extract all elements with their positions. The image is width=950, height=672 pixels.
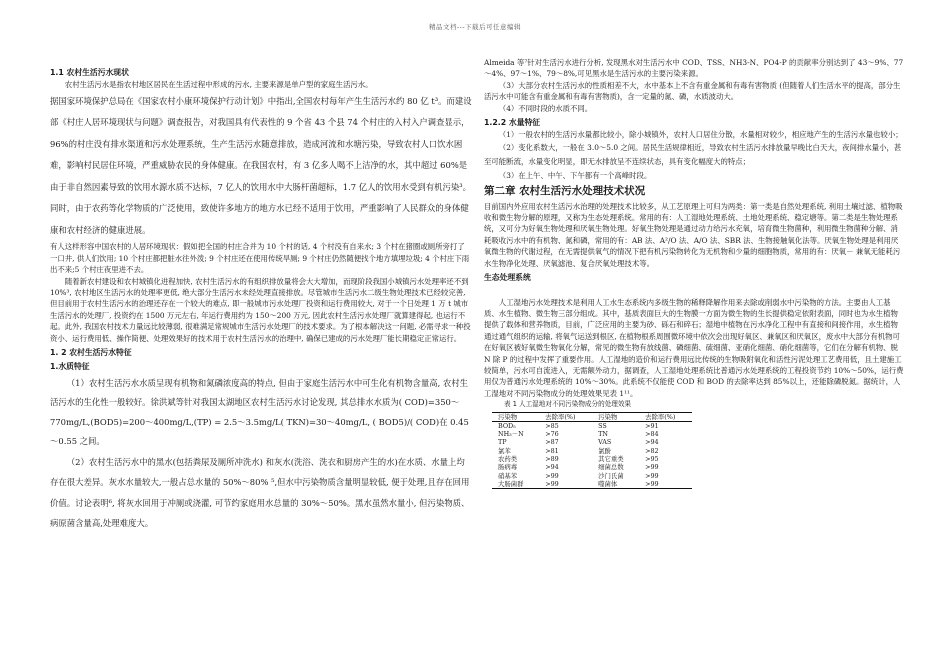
para-1-1-c: 有人这样形容中国农村的人居环境现状：假如把全国的村庄合并为 10 个村的话, 4 个村没有自来水; 3 个村在猪圈或厕所旁打了一口井, 供人们饮用; 10 个村庄都把脏水往外泼; 9 个村庄还在使用传统旱厕; 9 个村庄仍然随便找个地方填埋垃圾; 4 个村庄下雨出不来;5 个村庄夜里进不去。 <box>50 242 470 275</box>
table-cell: >81 <box>545 446 559 455</box>
table-cell: >85 <box>545 421 559 430</box>
table-row <box>492 463 692 471</box>
table-cell: >76 <box>545 430 559 439</box>
page-header: 精品文档---下载后可任意编辑 <box>428 23 522 31</box>
table-row <box>492 447 692 455</box>
para-quality-3: （3）大部分农村生活污水的性质相差不大，水中基本上不含有重金属和有毒有害物质 (但随着人们生活水平的提高，部分生活污水中可能含有重金属和有毒有害物质)，含一定量的氮、磷，水质波动大。 <box>484 80 901 102</box>
para-water-quality-1: （1）农村生活污水水质呈现有机物和氮磷浓度高的特点, 但由于家庭生活污水中可生化有机物含量高, 农村生活污水的生化性一般较好。徐洪斌等针对我国太湖地区农村生活污水讨论发现, 其总排水水质为( COD)=350～770mg/L,(BOD5)=200～400mg/L,(TP) = 2.5～3.5mg/L( TKN)=30～40mg/L, ( BOD5)/( COD)在 0.45～0.55 之间。 <box>50 377 469 447</box>
table-cell: 肠病毒 <box>498 463 518 472</box>
table-cell: >87 <box>545 438 559 447</box>
table-cell: 硝基苯 <box>498 471 518 480</box>
table-cell: SS <box>598 421 607 430</box>
section-1-2-title: 1. 2 农村生活污水特征 <box>50 347 132 357</box>
table-header-cell: 污染物 <box>498 412 518 421</box>
eco-system-title: 生态处理系统 <box>484 273 531 283</box>
table-cell: VAS <box>598 438 612 447</box>
table-header-cell: 去除率(%) <box>545 412 576 421</box>
table-row <box>492 430 692 438</box>
table-cell: 氯酚 <box>598 446 611 455</box>
table-cell: >95 <box>645 455 659 464</box>
table-header-row <box>492 412 692 421</box>
table-cell: >94 <box>645 438 659 447</box>
para-1-1-b: 据国家环境保护总局在《国家农村小康环境保护行动计划》中指出,全国农村每年产生生活污水约 80 亿 t³。而建设部《村庄人居环境现状与问题》调查报告，对我国具有代表性的 9 个省 43 个县 74 个村庄的入村入户调查显示，96%的村庄没有排水渠道和污水处理系统，生产生活污水随意排放，造成河流和水塘污染，导致农村人口饮水困难，影响村民居住环境，严重威胁农民的身体健康。在我国农村，有 3 亿多人喝不上洁净的水，其中超过 60%是由于非自然因素导致的饮用水源水质不达标，7 亿人的饮用水中大肠杆菌超标，1.7 亿人的饮用水受到有机污染³。同时，由于农药等化学物质的广泛使用，致使许多地方的地方水已经不适用于饮用，严重影响了人民群众的身体健康和农村经济的健康进展。 <box>50 95 472 235</box>
section-water-quantity-title: 1.2.2 水量特征 <box>484 118 541 128</box>
left-column <box>50 64 472 534</box>
para-quantity-1: （1）一般农村的生活污水量都比较小，除小城镇外，农村人口居住分散，水量相对较少，相应地产生的生活污水量也较小； <box>498 130 903 140</box>
para-quantity-2: （2）变化系数大，一般在 3.0～5.0 之间。居民生活规律相近，导致农村生活污水排放量早晚比白天大，夜间排水量小，甚至可能断流，水量变化明显，即无水排放呈不连续状态，具有变化幅度大的特点； <box>484 142 902 167</box>
table-cell: TN <box>598 430 608 439</box>
table-cell: >99 <box>545 479 559 488</box>
right-column <box>484 57 904 489</box>
table-cell: >84 <box>645 430 659 439</box>
table-caption: 表 1 人工湿地对不同污染物成分的处理效果 <box>504 400 632 409</box>
table-cell: 沙门氏菌 <box>598 471 624 480</box>
section-1-1-title: 1.1 农村生活污水现状 <box>50 68 129 77</box>
para-water-quality-2: （2）农村生活污水中的黑水(包括粪尿及厕所冲洗水) 和灰水(洗浴、洗衣和厨房产生的水)在水质、水量上均存在很大差异。灰水水量较大,一般占总水量的 50%～80% ⁵,但水中污染物质含量明显较低, 便于处理,且存在回用价值。讨论表明⁶, 将灰水回用于冲厕或浇灌, 可节约家庭用水总量的 30%～50%。黑水虽然水量小, 但污染物质、病原菌含量高,处理难度大。 <box>50 456 470 529</box>
para-eco-system: 人工湿地污水处理技术是利用人工水生态系统内多级生物的稀释降解作用来去除或削弱水中污染物的方法。主要由人工基质、水生植物、微生物三部分组成。其中，基质表面巨大的生物膜一方面为微生物的生长提供稳定依附表面，同时也为水生植物提供了载体和营养物质，目前，广泛应用的主要为砂、砾石和碎石；湿地中植物在污水净化工程中有直接和间接作用，水生植物通过通气组织的运输, 将氧气运送到根区, 在植物根系周围微环境中依次会出现好氧区、兼氧区和厌氧区，废水中大部分有机物可在好氧区被好氧微生物氧化分解，常见的微生物有放线菌、磷细菌、硫细菌、亚硝化细菌、硝化细菌等，它们在分解有机物、脱 N 除 P 的过程中发挥了重要作用。人工湿地的造价和运行费用远比传统的生物吸附氧化和活性污泥处理工艺费用低，且土建施工较简单，污水可自流进入，无需额外动力，据调查，人工湿地处理系统比普通污水处理系统的工程投资节约 10%～50%，运行费用仅为普通污水处理系统的 10%～30%。此系统不仅能使 COD 和 BOD 的去除率达到 85%以上，还能除磷脱氮。据统计，人工湿地对不同污染物成分的处理效果见表 1¹¹。 <box>484 297 904 398</box>
table-row <box>492 480 692 489</box>
para-1-1-a: 农村生活污水是指农村地区居民在生活过程中形成的污水, 主要来源是单户型的家庭生活污水。 <box>64 80 373 90</box>
table-row <box>492 421 692 430</box>
table-cell: 其它重类 <box>598 455 624 464</box>
table-cell: TP <box>498 438 507 447</box>
table-cell: >94 <box>545 463 559 472</box>
table-row <box>492 438 692 446</box>
para-quantity-3: （3）在上午、中午、下午都有一个高峰时段。 <box>498 170 652 180</box>
table-row <box>492 455 692 463</box>
table-cell: 大肠菌群 <box>498 479 524 488</box>
para-chapter-2: 目前国内外应用农村生活污水治理的处理技术比较多，从工艺原理上可归为两类：第一类是自然处理系统, 利用土壤过滤、植物吸收和微生物分解的原理，又称为生态处理系统。常用的有：人工湿地处理系统、土地处理系统、稳定塘等。第二类是生物处理系统，又可分为好氧生物处理和厌氧生物处理。好氧生物处理是通过动力给污水充氧，培育微生物菌种，利用微生物菌种分解、消耗吸收污水中的有机物、氮和磷，常用的有：AB 法、A²/O 法、A/O 法、SBR 法、生物接触氧化法等。厌氧生物处理是利用厌氧微生物的代谢过程，在无需提供氧气的情况下把有机污染物转化为无机物和少量的细胞物质，常用的有：厌氧－ 兼氧无能耗污水生物净化处理、厌氧滤池、复合厌氧处理技术等。 <box>484 201 903 268</box>
para-almeida: Almeida 等⁷针对生活污水进行分析, 发现黑水对生活污水中 COD、TSS、NH3-N、PO4-P 的贡献率分别达到了 43～9%、77～4%、97～1%、79～8%,可见黑水是生活污水的主要污染来源。 <box>484 58 904 79</box>
table-cell: >99 <box>545 471 559 480</box>
table-cell: >89 <box>545 455 559 464</box>
table-row <box>492 472 692 480</box>
table-cell: >99 <box>645 463 659 472</box>
removal-rate-table <box>492 412 692 490</box>
table-cell: 细菌总数 <box>598 463 624 472</box>
table-cell: >99 <box>645 471 659 480</box>
table-cell: >82 <box>645 446 659 455</box>
table-cell: 农药类 <box>498 455 518 464</box>
table-cell: >91 <box>645 421 659 430</box>
section-water-quality-title: 1.水质特征 <box>50 362 90 372</box>
table-header-cell: 去除率(%) <box>645 412 676 421</box>
table-cell: NH₃－N <box>498 430 524 439</box>
table-cell: >99 <box>645 479 659 488</box>
table-cell: 氯苯 <box>498 446 511 455</box>
para-quality-4: （4）不同时段的水质不同。 <box>498 103 593 113</box>
para-1-1-d: 随着新农村建设和农村城镇化进程加快, 农村生活污水的有组织排放量将会大大增加，而现阶段我国小城镇污水处理率还不到 10%³, 农村地区生活污水的处理率更低, 绝大部分生活污水未经处理直接排放。尽管城市生活污水二级生物处理技术已经较完善, 但目前用于农村生活污水的治理还存在一个较大的难点, 即一般城市污水处理厂投资和运行费用较大, 对于一个日处理 1 万 t 城市生活污水的处理厂, 投资约在 1500 万元左右, 年运行费用约为 150～200 万元, 因此农村生活污水处理厂就算建得起, 也运行不起。此外, 我国农村技术力量远比较薄弱, 很难满足常规城市生活污水处理厂的技术要求。为了根本解决这一问题, 必需寻求一种投资小、运行费用低、操作简便、处理效果好的技术用于农村生活污水的治理中, 确保已建成的污水处理厂能长期稳定正常运行。 <box>50 276 471 343</box>
table-cell: 噬菌体 <box>598 479 618 488</box>
chapter-2-title: 第二章 农村生活污水处理技术状况 <box>484 185 646 198</box>
table-header-cell: 污染物 <box>598 412 618 421</box>
table-cell: BOD₅ <box>498 421 516 430</box>
